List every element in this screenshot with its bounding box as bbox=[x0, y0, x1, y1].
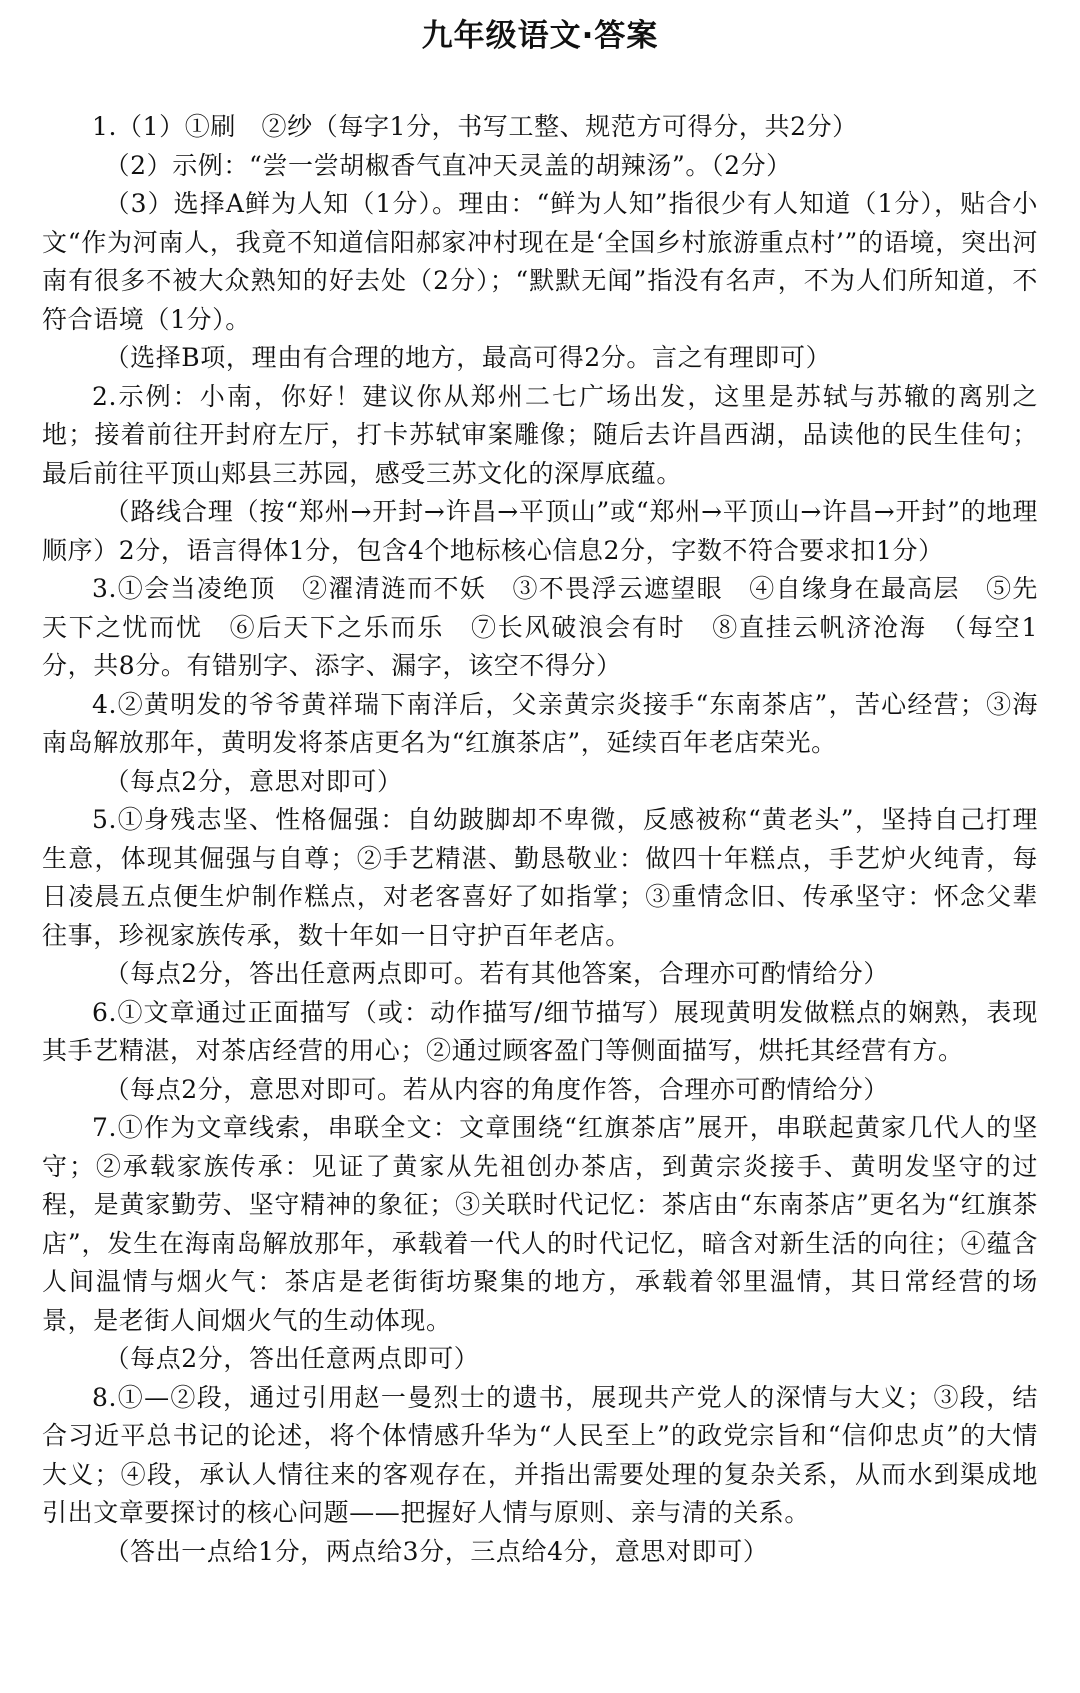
scoring-note: （每点2分，答出任意两点即可） bbox=[104, 1344, 480, 1373]
answer-paragraph: 3.①会当凌绝顶 ②濯清涟而不妖 ③不畏浮云遮望眼 ④自缘身在最高层 ⑤先天下之忧而忧 ⑥后天下之乐而乐 ⑦长风破浪会有时 ⑧直挂云帆济沧海 （每空1分，共8分。有错别字、添字、漏字，该空不得分） bbox=[42, 574, 1038, 680]
answer-paragraph: 2.示例：小南，你好！建议你从郑州二七广场出发，这里是苏轼与苏辙的离别之地；接着前往开封府左厅，打卡苏轼审案雕像；随后去许昌西湖，品读他的民生佳句；最后前往平顶山郏县三苏园，感受三苏文化的深厚底蕴。 bbox=[42, 381, 1038, 488]
answer-body bbox=[42, 108, 1038, 1571]
answer-paragraph: 8.①—②段，通过引用赵一曼烈士的遗书，展现共产党人的深情与大义；③段，结合习近平总书记的论述，将个体情感升华为“人民至上”的政党宗旨和“信仰忠贞”的大情大义；④段，承认人情往来的客观存在，并指出需要处理的复杂关系，从而水到渠成地引出文章要探讨的核心问题——把握好人情与原则、亲与清的关系。 bbox=[42, 1382, 1038, 1527]
scoring-note: （答出一点给1分，两点给3分，三点给4分，意思对即可） bbox=[104, 1536, 769, 1566]
scoring-note: （路线合理（按“郑州→开封→许昌→平顶山”或“郑州→平顶山→许昌→开封”的地理顺序）2分，语言得体1分，包含4个地标核心信息2分，字数不符合要求扣1分） bbox=[42, 497, 1038, 565]
answer-paragraph: 6.①文章通过正面描写（或：动作描写/细节描写）展现黄明发做糕点的娴熟，表现其手艺精湛，对茶店经营的用心；②通过顾客盈门等侧面描写，烘托其经营有方。 bbox=[42, 997, 1038, 1065]
scoring-note: （每点2分，意思对即可） bbox=[104, 766, 403, 796]
answer-paragraph: （3）选择A鲜为人知（1分）。理由：“鲜为人知”指很少有人知道（1分），贴合小文“作为河南人，我竟不知道信阳郝家冲村现在是‘全国乡村旅游重点村’”的语境，突出河南有很多不被大众熟知的好去处（2分）；“默默无闻”指没有名声，不为人们所知道，不符合语境（1分）。 bbox=[42, 189, 1038, 334]
scoring-note: （选择B项，理由有合理的地方，最高可得2分。言之有理即可） bbox=[104, 343, 832, 372]
page-title: 九年级语文·答案 bbox=[421, 18, 659, 54]
answer-paragraph: （2）示例：“尝一尝胡椒香气直冲天灵盖的胡辣汤”。（2分） bbox=[104, 150, 792, 180]
answer-paragraph: 4.②黄明发的爷爷黄祥瑞下南洋后，父亲黄宗炎接手“东南茶店”，苦心经营；③海南岛解放那年，黄明发将茶店更名为“红旗茶店”，延续百年老店荣光。 bbox=[42, 689, 1038, 757]
scoring-note: （每点2分，答出任意两点即可。若有其他答案，合理亦可酌情给分） bbox=[104, 959, 890, 988]
answer-paragraph: 1.（1）①刷 ②纱（每字1分，书写工整、规范方可得分，共2分） bbox=[92, 112, 858, 141]
scoring-note: （每点2分，意思对即可。若从内容的角度作答，合理亦可酌情给分） bbox=[104, 1074, 890, 1104]
answer-paragraph: 5.①身残志坚、性格倔强：自幼跛脚却不卑微，反感被称“黄老头”，坚持自己打理生意，体现其倔强与自尊；②手艺精湛、勤恳敬业：做四十年糕点，手艺炉火纯青，每日凌晨五点便生炉制作糕点，对老客喜好了如指掌；③重情念旧、传承坚守：怀念父辈往事，珍视家族传承，数十年如一日守护百年老店。 bbox=[42, 805, 1038, 950]
answer-paragraph: 7.①作为文章线索，串联全文：文章围绕“红旗茶店”展开，串联起黄家几代人的坚守；②承载家族传承：见证了黄家从先祖创办茶店，到黄宗炎接手、黄明发坚守的过程，是黄家勤劳、坚守精神的象征；③关联时代记忆：茶店由“东南茶店”更名为“红旗茶店”，发生在海南岛解放那年，承载着一代人的时代记忆，暗含对新生活的向往；④蕴含人间温情与烟火气：茶店是老街街坊聚集的地方，承载着邻里温情，其日常经营的场景，是老街人间烟火气的生动体现。 bbox=[42, 1113, 1038, 1335]
